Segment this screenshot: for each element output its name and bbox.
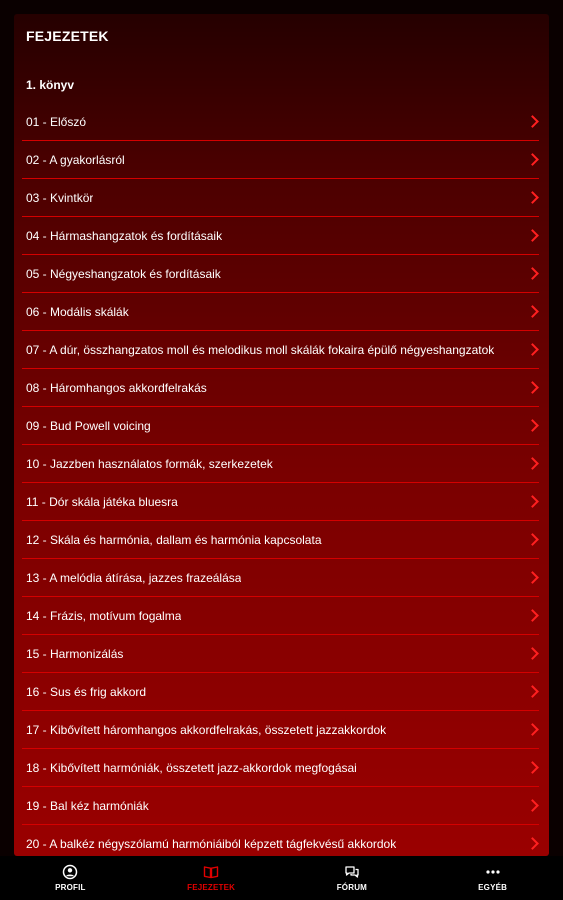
user-circle-icon bbox=[62, 864, 78, 880]
bottom-tab-bar bbox=[0, 856, 563, 900]
chat-bubbles-icon bbox=[344, 864, 360, 880]
chapter-list bbox=[14, 103, 549, 856]
chapter-label: 01 - Előszó bbox=[26, 114, 87, 129]
chapter-label: 10 - Jazzben használatos formák, szerkezetek bbox=[26, 456, 273, 471]
chapter-label: 05 - Négyeshangzatok és fordításaik bbox=[26, 266, 221, 281]
chevron-right-icon bbox=[526, 571, 539, 584]
chapter-label: 11 - Dór skála játéka bluesra bbox=[26, 494, 178, 509]
chapter-item[interactable] bbox=[22, 255, 539, 293]
chevron-right-icon bbox=[526, 723, 539, 736]
tab-forum[interactable] bbox=[282, 856, 423, 900]
chapter-label: 14 - Frázis, motívum fogalma bbox=[26, 608, 182, 623]
chevron-right-icon bbox=[526, 685, 539, 698]
chapter-label: 09 - Bud Powell voicing bbox=[26, 418, 151, 433]
book-open-icon bbox=[203, 864, 219, 880]
chevron-right-icon bbox=[526, 267, 539, 280]
more-dots-icon bbox=[485, 864, 501, 880]
chapter-label: 07 - A dúr, összhangzatos moll és melodikus moll skálák fokaira épülő négyeshangzatok bbox=[26, 342, 495, 357]
chapter-label: 12 - Skála és harmónia, dallam és harmónia kapcsolata bbox=[26, 532, 322, 547]
chapter-label: 03 - Kvintkör bbox=[26, 190, 94, 205]
chapter-label: 17 - Kibővített háromhangos akkordfelrakás, összetett jazzakkordok bbox=[26, 722, 387, 737]
chevron-right-icon bbox=[526, 457, 539, 470]
tab-fejezetek[interactable] bbox=[141, 856, 282, 900]
chapter-label: 20 - A balkéz négyszólamú harmóniáiból képzett tágfekvésű akkordok bbox=[26, 836, 397, 851]
chapter-item[interactable] bbox=[22, 825, 539, 856]
chapter-item[interactable] bbox=[22, 217, 539, 255]
chapter-item[interactable] bbox=[22, 293, 539, 331]
chapter-label: 02 - A gyakorlásról bbox=[26, 152, 125, 167]
chevron-right-icon bbox=[526, 837, 539, 850]
chapter-item[interactable] bbox=[22, 331, 539, 369]
page-title: FEJEZETEK bbox=[26, 28, 109, 44]
chapter-label: 04 - Hármashangzatok és fordításaik bbox=[26, 228, 223, 243]
tab-label: EGYÉB bbox=[478, 883, 508, 892]
tab-profil[interactable] bbox=[0, 856, 141, 900]
chapter-item[interactable] bbox=[22, 179, 539, 217]
chapter-label: 19 - Bal kéz harmóniák bbox=[26, 798, 149, 813]
chevron-right-icon bbox=[526, 609, 539, 622]
chapter-item[interactable] bbox=[22, 787, 539, 825]
chapter-item[interactable] bbox=[22, 749, 539, 787]
book-title: 1. könyv bbox=[26, 78, 75, 92]
chapter-item[interactable] bbox=[22, 407, 539, 445]
chapter-item[interactable] bbox=[22, 711, 539, 749]
chevron-right-icon bbox=[526, 381, 539, 394]
chevron-right-icon bbox=[526, 495, 539, 508]
chapter-label: 13 - A melódia átírása, jazzes frazeálása bbox=[26, 570, 242, 585]
chapter-item[interactable] bbox=[22, 521, 539, 559]
chevron-right-icon bbox=[526, 191, 539, 204]
chapter-item[interactable] bbox=[22, 559, 539, 597]
chevron-right-icon bbox=[526, 419, 539, 432]
chapter-item[interactable] bbox=[22, 597, 539, 635]
chapter-item[interactable] bbox=[22, 103, 539, 141]
tab-label: FEJEZETEK bbox=[187, 883, 236, 892]
chevron-right-icon bbox=[526, 115, 539, 128]
chevron-right-icon bbox=[526, 229, 539, 242]
chapter-label: 08 - Háromhangos akkordfelrakás bbox=[26, 380, 207, 395]
chapter-label: 06 - Modális skálák bbox=[26, 304, 129, 319]
chapter-label: 15 - Harmonizálás bbox=[26, 646, 124, 661]
tab-label: FÓRUM bbox=[336, 883, 368, 892]
chapter-item[interactable] bbox=[22, 673, 539, 711]
chevron-right-icon bbox=[526, 799, 539, 812]
chevron-right-icon bbox=[526, 305, 539, 318]
chevron-right-icon bbox=[526, 761, 539, 774]
tab-label: PROFIL bbox=[55, 883, 86, 892]
chapter-label: 18 - Kibővített harmóniák, összetett jazz-akkordok megfogásai bbox=[26, 760, 357, 775]
chapter-item[interactable] bbox=[22, 141, 539, 179]
chapter-label: 16 - Sus és frig akkord bbox=[26, 684, 147, 699]
chapter-item[interactable] bbox=[22, 369, 539, 407]
chapter-item[interactable] bbox=[22, 445, 539, 483]
chapters-panel bbox=[14, 14, 549, 856]
tab-egyeb[interactable] bbox=[422, 856, 563, 900]
chapter-item[interactable] bbox=[22, 483, 539, 521]
chapter-item[interactable] bbox=[22, 635, 539, 673]
chevron-right-icon bbox=[526, 153, 539, 166]
chevron-right-icon bbox=[526, 343, 539, 356]
chevron-right-icon bbox=[526, 647, 539, 660]
chevron-right-icon bbox=[526, 533, 539, 546]
